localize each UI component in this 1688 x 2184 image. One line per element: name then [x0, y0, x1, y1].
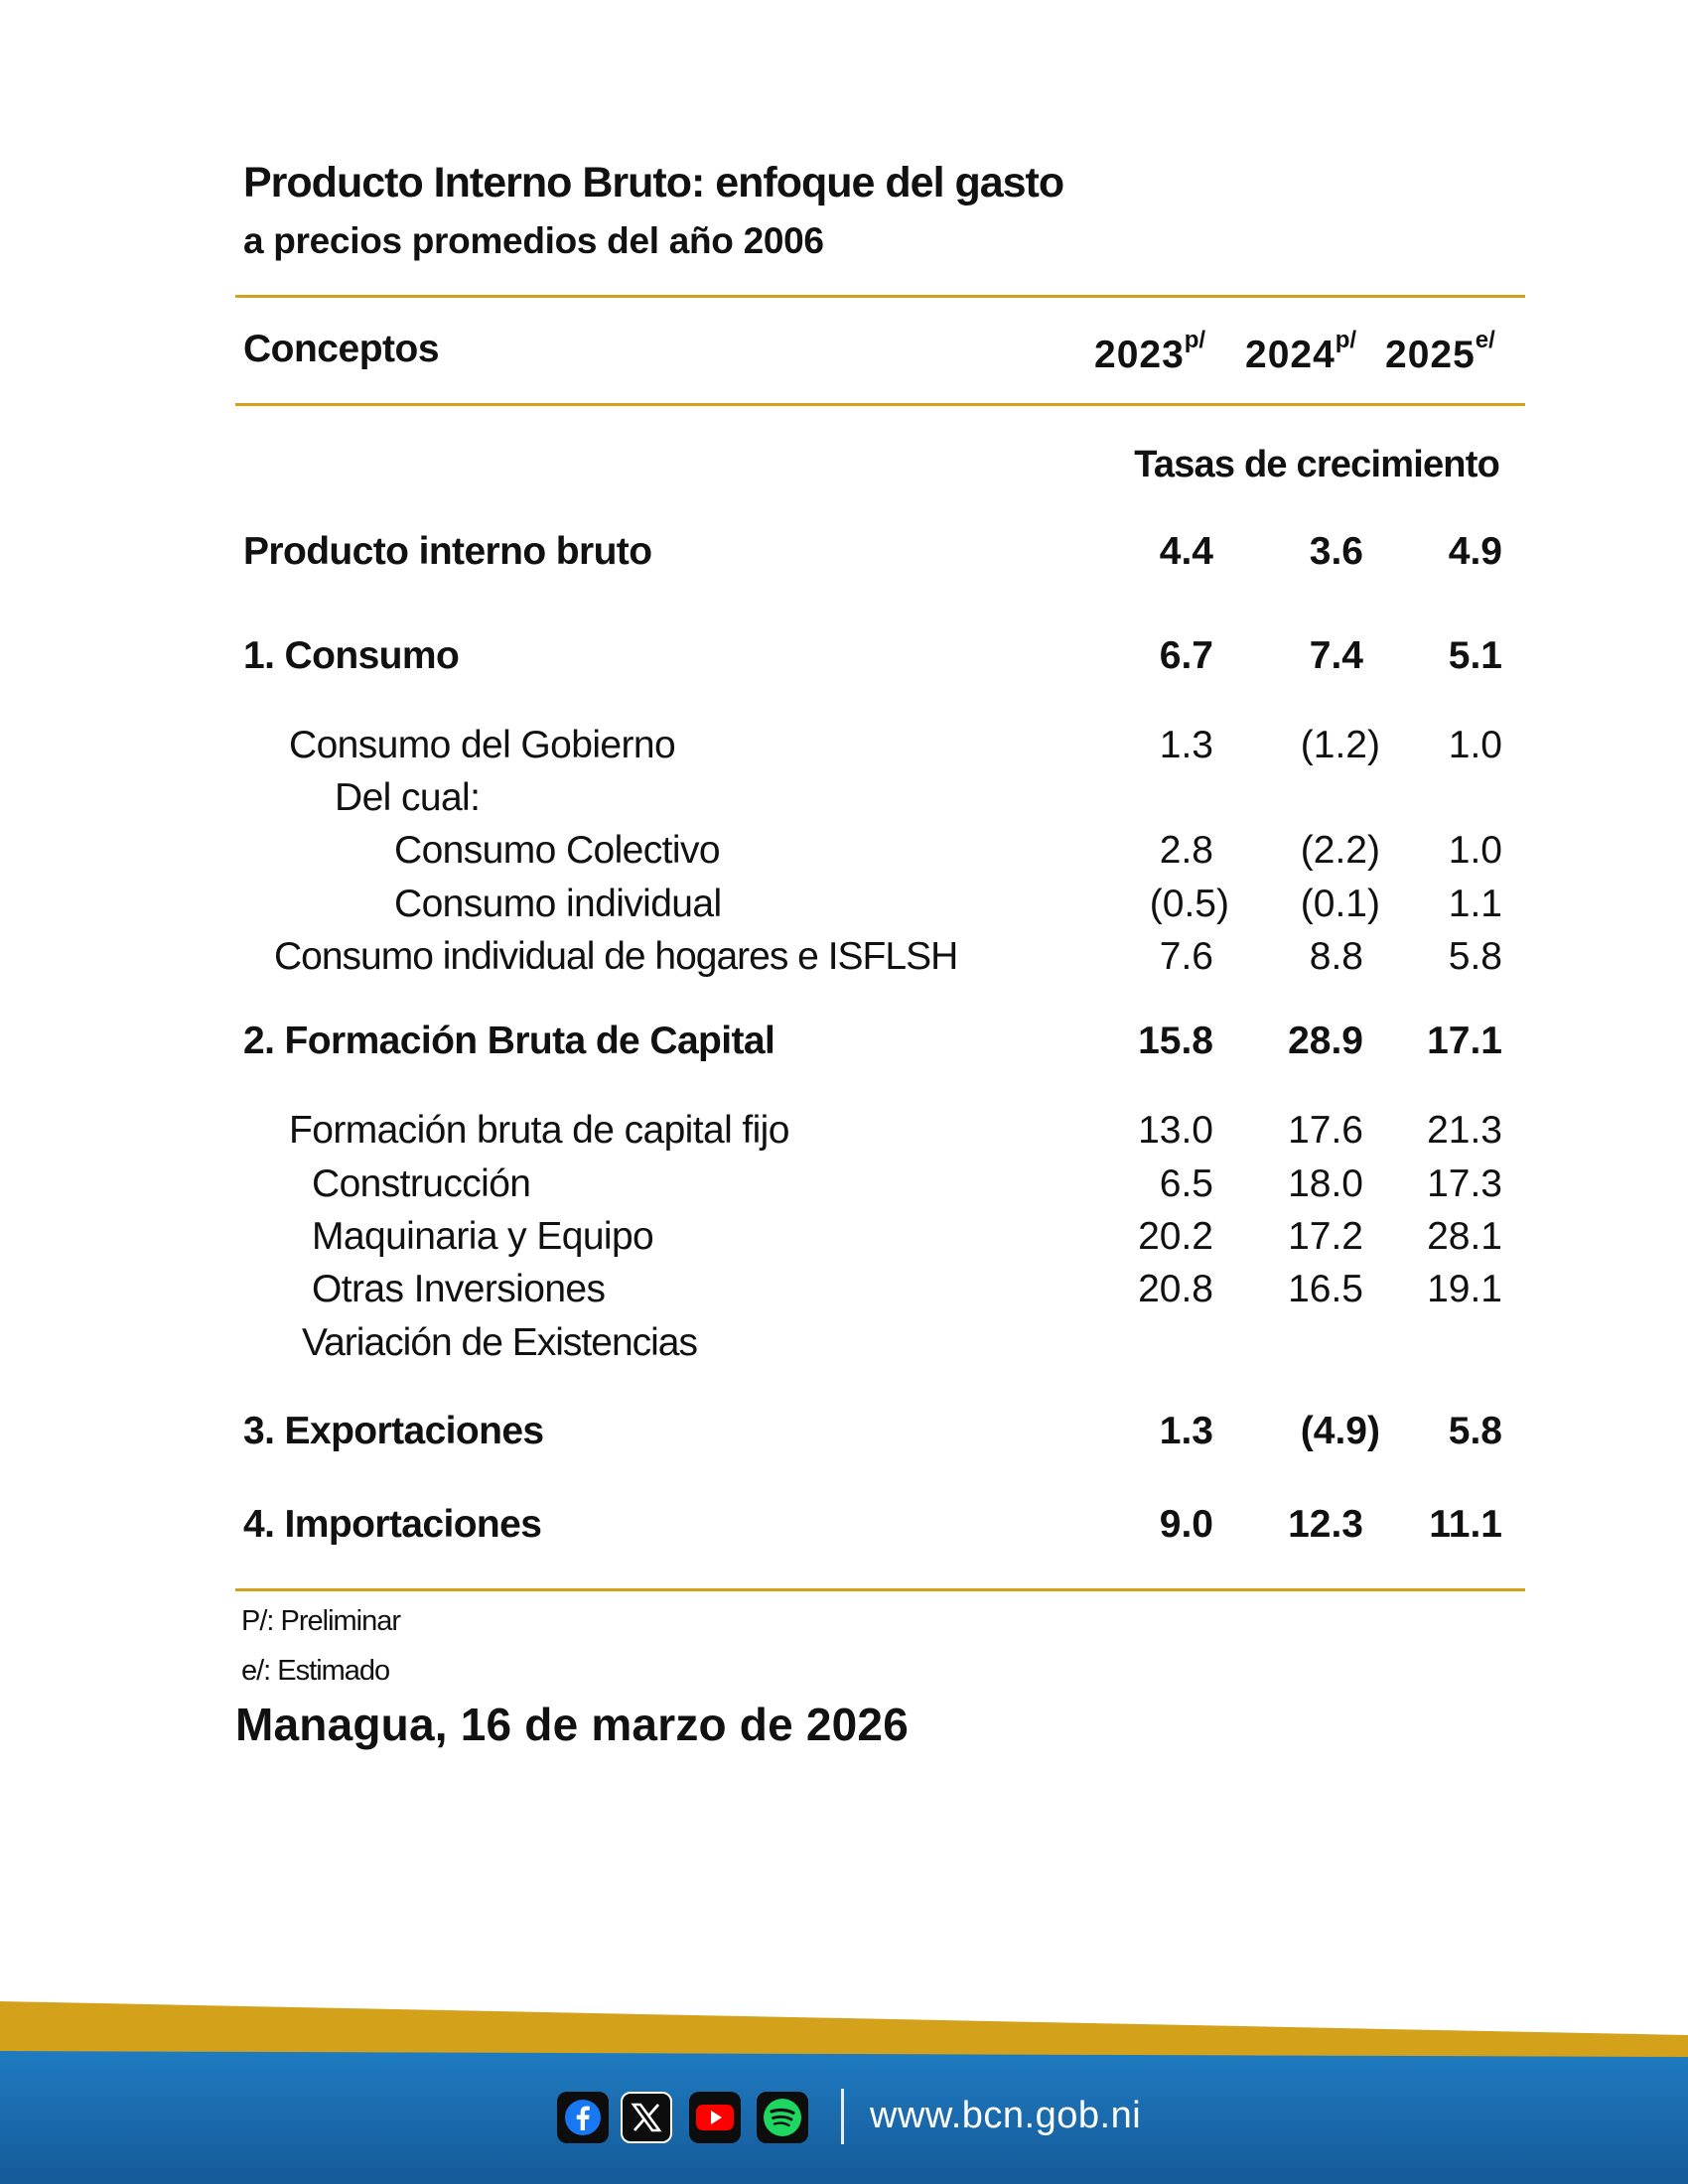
note-preliminar: P/: Preliminar	[241, 1605, 401, 1637]
value-2024: 12.3	[1288, 1503, 1363, 1546]
table-row	[0, 1215, 1688, 1265]
header-rule	[235, 403, 1525, 406]
footer-separator	[841, 2089, 844, 2144]
row-label: Del cual:	[335, 776, 481, 819]
value-2024: 17.2	[1288, 1215, 1363, 1258]
value-2025: 28.1	[1427, 1215, 1502, 1258]
value-2023: 4.4	[1159, 530, 1213, 573]
value-2025: 19.1	[1427, 1268, 1502, 1310]
value-2025: 11.1	[1429, 1503, 1502, 1546]
value-2023: 20.8	[1138, 1268, 1213, 1310]
year-mark: p/	[1335, 327, 1357, 353]
value-2025: 5.8	[1448, 935, 1502, 978]
row-label: Construcción	[312, 1162, 531, 1205]
column-header-year-2023	[1094, 327, 1206, 377]
footer-banner	[0, 1995, 1688, 2184]
value-2025: 17.1	[1427, 1020, 1502, 1062]
value-2023: 1.3	[1159, 724, 1213, 766]
row-label: Consumo del Gobierno	[289, 724, 676, 766]
facebook-icon[interactable]	[557, 2092, 609, 2143]
value-2023: 7.6	[1159, 935, 1213, 978]
table-row	[0, 776, 1688, 826]
value-2023: 6.7	[1159, 634, 1213, 677]
document-title: Producto Interno Bruto: enfoque del gasto	[243, 159, 1064, 206]
year-label: 2025	[1385, 334, 1476, 376]
row-label: 2. Formación Bruta de Capital	[243, 1020, 775, 1062]
unit-header: Tasas de crecimiento	[1134, 444, 1499, 485]
value-2024: 28.9	[1288, 1020, 1363, 1062]
value-2024: 8.8	[1309, 935, 1363, 978]
row-label: Maquinaria y Equipo	[312, 1215, 654, 1258]
value-2024: (0.1)	[1300, 883, 1380, 925]
table-row	[0, 1268, 1688, 1317]
value-2023: 20.2	[1138, 1215, 1213, 1258]
value-2025: 5.1	[1448, 634, 1502, 677]
top-rule	[235, 295, 1525, 298]
row-label: Consumo individual	[394, 883, 722, 925]
youtube-icon[interactable]	[689, 2092, 741, 2143]
row-label: Consumo Colectivo	[394, 829, 720, 872]
value-2023: 9.0	[1159, 1503, 1213, 1546]
document-subtitle: a precios promedios del año 2006	[243, 220, 824, 261]
value-2023: 6.5	[1159, 1162, 1213, 1205]
value-2024: 16.5	[1288, 1268, 1363, 1310]
value-2024: (4.9)	[1300, 1410, 1380, 1452]
note-estimado: e/: Estimado	[241, 1655, 390, 1687]
table-row	[0, 634, 1688, 684]
table-row	[0, 1109, 1688, 1159]
year-label: 2023	[1094, 334, 1185, 376]
value-2023: 13.0	[1138, 1109, 1213, 1152]
value-2025: 17.3	[1427, 1162, 1502, 1205]
column-header-concepts: Conceptos	[243, 328, 440, 370]
value-2025: 1.1	[1448, 883, 1502, 925]
column-header-year-2025	[1385, 327, 1495, 377]
table-row	[0, 530, 1688, 580]
table-row	[0, 935, 1688, 985]
row-label: 1. Consumo	[243, 634, 460, 677]
website-link[interactable]: www.bcn.gob.ni	[870, 2095, 1142, 2136]
row-label: Consumo individual de hogares e ISFLSH	[274, 935, 958, 978]
table-row	[0, 1503, 1688, 1553]
row-label: 4. Importaciones	[243, 1503, 542, 1546]
table-row	[0, 724, 1688, 773]
value-2025: 21.3	[1427, 1109, 1502, 1152]
table-row	[0, 883, 1688, 932]
footer-band-graphic	[0, 1995, 1688, 2184]
value-2024: (1.2)	[1300, 724, 1380, 766]
value-2024: 3.6	[1309, 530, 1363, 573]
value-2023: 15.8	[1138, 1020, 1213, 1062]
row-label: Producto interno bruto	[243, 530, 652, 573]
value-2024: (2.2)	[1300, 829, 1380, 872]
value-2025: 5.8	[1448, 1410, 1502, 1452]
value-2024: 7.4	[1309, 634, 1363, 677]
value-2025: 1.0	[1448, 829, 1502, 872]
table-row	[0, 1162, 1688, 1212]
year-mark: p/	[1184, 327, 1206, 353]
column-header-year-2024	[1245, 327, 1357, 377]
value-2023: 1.3	[1159, 1410, 1213, 1452]
row-label: 3. Exportaciones	[243, 1410, 544, 1452]
value-2025: 1.0	[1448, 724, 1502, 766]
dateline: Managua, 16 de marzo de 2026	[235, 1699, 909, 1750]
value-2023: 2.8	[1159, 829, 1213, 872]
value-2024: 18.0	[1288, 1162, 1363, 1205]
year-label: 2024	[1245, 334, 1336, 376]
year-mark: e/	[1475, 327, 1495, 353]
row-label: Otras Inversiones	[312, 1268, 606, 1310]
value-2025: 4.9	[1448, 530, 1502, 573]
table-row	[0, 1321, 1688, 1371]
value-2023: (0.5)	[1149, 883, 1229, 925]
table-row	[0, 1410, 1688, 1459]
value-2024: 17.6	[1288, 1109, 1363, 1152]
table-row	[0, 1020, 1688, 1069]
table-row	[0, 829, 1688, 879]
row-label: Variación de Existencias	[302, 1321, 697, 1364]
x-icon[interactable]	[621, 2092, 672, 2143]
row-label: Formación bruta de capital fijo	[289, 1109, 789, 1152]
bottom-rule	[235, 1588, 1525, 1591]
spotify-icon[interactable]	[757, 2092, 808, 2143]
